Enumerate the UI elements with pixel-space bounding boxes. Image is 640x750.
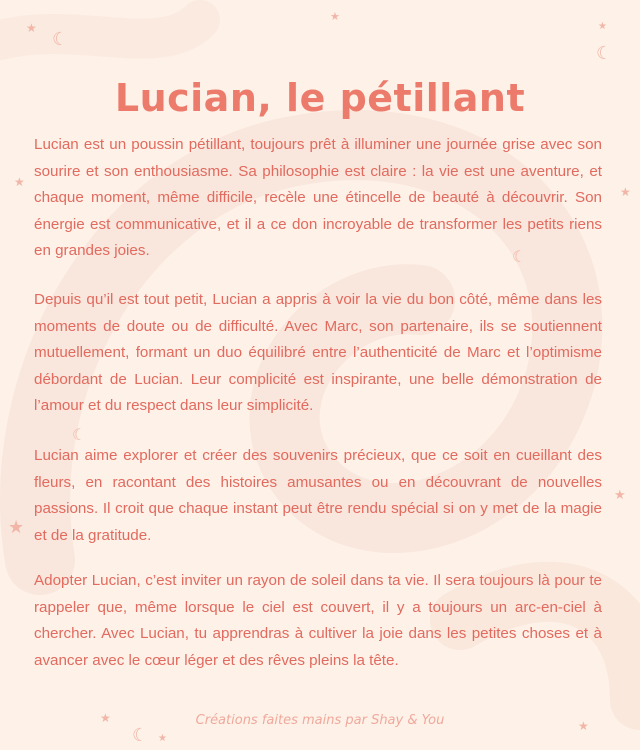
paragraph-partner: Depuis qu’il est tout petit, Lucian a appris à voir la vie du bon côté, même dans les moments de doute ou de difficulté. Avec Marc, son partenaire, ils se soutiennent mutuellement, formant un duo équilibré entre l’authenticité de Marc et l’optimisme débordant de Lucian. Leur complicité est inspirante, une belle démonstration de l’amour et du respect dans leur simplicité. bbox=[34, 291, 602, 414]
moon-icon: ☾ bbox=[72, 427, 87, 444]
star-icon: ★ bbox=[598, 21, 607, 32]
star-icon: ★ bbox=[8, 517, 25, 537]
star-icon: ★ bbox=[578, 719, 589, 733]
moon-icon: ☾ bbox=[512, 249, 527, 266]
star-icon: ★ bbox=[100, 711, 111, 725]
moon-icon: ☾ bbox=[596, 43, 613, 63]
star-icon: ★ bbox=[614, 487, 626, 502]
page-title: Lucian, le pétillant bbox=[114, 76, 526, 120]
star-icon: ★ bbox=[330, 11, 340, 23]
moon-icon: ☾ bbox=[52, 29, 69, 49]
moon-icon: ☾ bbox=[132, 725, 149, 745]
star-icon: ★ bbox=[158, 733, 167, 744]
star-icon: ★ bbox=[14, 175, 25, 189]
paragraph-hobbies: Lucian aime explorer et créer des souvenirs précieux, que ce soit en cueillant des fleurs, en racontant des histoires amusantes ou en découvrant de nouvelles passions. Il croit que chaque instant peut être rendu spécial si on y met de la magie et de la gratitude. bbox=[34, 447, 602, 544]
star-icon: ★ bbox=[620, 185, 631, 199]
footer-credit: Créations faites mains par Shay & You bbox=[195, 713, 445, 728]
paragraph-intro: Lucian est un poussin pétillant, toujours prêt à illuminer une journée grise avec son sourire et son enthousiasme. Sa philosophie est claire : la vie est une aventure, et chaque moment, même difficile, recèle une étincelle de beauté à découvrir. Son énergie est communicative, et il a ce don incroyable de transformer les petits riens en grandes joies. bbox=[34, 136, 602, 259]
star-icon: ★ bbox=[26, 21, 37, 35]
paragraph-adoption: Adopter Lucian, c’est inviter un rayon de soleil dans ta vie. Il sera toujours là pour te rappeler que, même lorsque le ciel est couvert, il y a toujours un arc-en-ciel à chercher. Avec Lucian, tu apprendras à cultiver la joie dans les petites choses et à avancer avec le cœur léger et des rêves pleins la tête. bbox=[34, 572, 602, 669]
